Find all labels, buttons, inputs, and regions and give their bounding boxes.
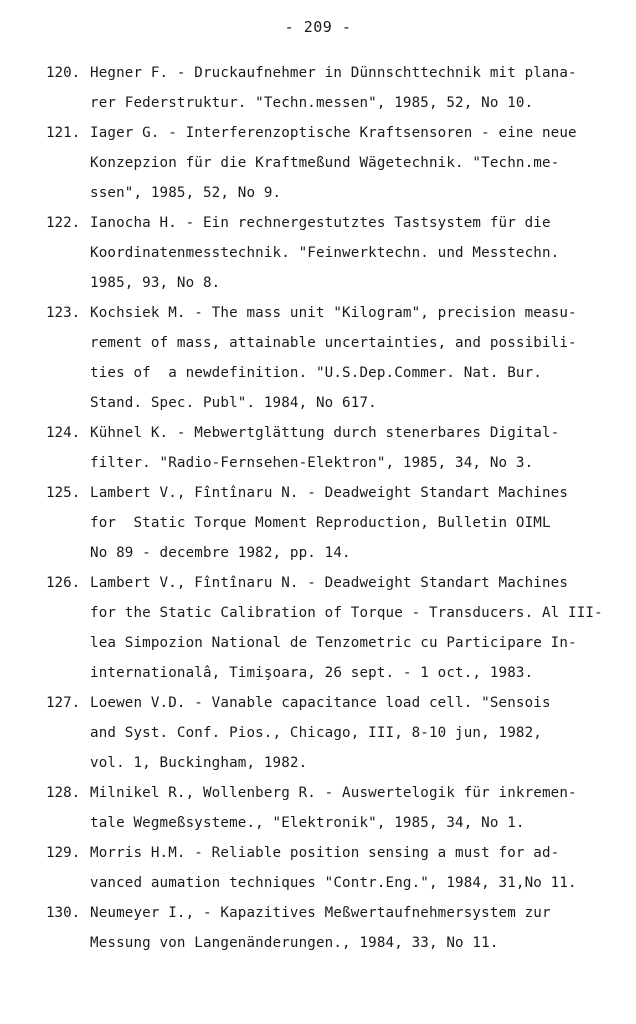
reference-line: Morris H.M. - Reliable position sensing a must for ad- [90,845,560,861]
reference-number: 126. [46,575,81,591]
reference-entry-121 [46,118,606,208]
reference-line: rement of mass, attainable uncertainties, and possibili- [90,335,577,351]
reference-line: and Syst. Conf. Pios., Chicago, III, 8-10 jun, 1982, [90,725,542,741]
reference-line: vol. 1, Buckingham, 1982. [90,755,308,771]
reference-line: for Static Torque Moment Reproduction, Bulletin OIML [90,515,551,531]
reference-number: 122. [46,215,81,231]
reference-number: 125. [46,485,81,501]
reference-line: lea Simpozion National de Tenzometric cu Participare In- [90,635,577,651]
reference-text [90,118,606,208]
reference-line: Kochsiek M. - The mass unit "Kilogram", precision measu- [90,305,577,321]
reference-line: Hegner F. - Druckaufnehmer in Dünnschttechnik mit plana- [90,65,577,81]
reference-number: 129. [46,845,81,861]
reference-number: 127. [46,695,81,711]
reference-line: Stand. Spec. Publ". 1984, No 617. [90,395,377,411]
reference-line: Neumeyer I., - Kapazitives Meßwertaufnehmersystem zur [90,905,551,921]
reference-line: Koordinatenmesstechnik. "Feinwerktechn. und Messtechn. [90,245,560,261]
reference-text [90,898,606,958]
reference-text [90,298,606,418]
reference-number: 124. [46,425,81,441]
reference-list [46,58,606,958]
reference-entry-130 [46,898,606,958]
reference-line: Lambert V., Fîntînaru N. - Deadweight Standart Machines [90,575,569,591]
reference-text [90,838,606,898]
reference-text [90,688,606,778]
reference-line: Lambert V., Fîntînaru N. - Deadweight Standart Machines [90,485,569,501]
reference-entry-123 [46,298,606,418]
reference-line: ties of a newdefinition. "U.S.Dep.Commer. Nat. Bur. [90,365,542,381]
reference-number: 120. [46,65,81,81]
reference-entry-122 [46,208,606,298]
reference-line: Konzepzion für die Kraftmeßund Wägetechnik. "Techn.me- [90,155,560,171]
reference-line: 1985, 93, No 8. [90,275,221,291]
reference-text [90,58,606,118]
reference-entry-128 [46,778,606,838]
reference-number: 128. [46,785,81,801]
reference-line: Ianocha H. - Ein rechnergestutztes Tastsystem für die [90,215,551,231]
reference-entry-125 [46,478,606,568]
reference-text [90,418,606,478]
reference-line: Kühnel K. - Mebwertglättung durch stenerbares Digital- [90,425,560,441]
reference-entry-120 [46,58,606,118]
reference-line: filter. "Radio-Fernsehen-Elektron", 1985, 34, No 3. [90,455,534,471]
reference-line: Iager G. - Interferenzoptische Kraftsensoren - eine neue [90,125,577,141]
reference-line: rer Federstruktur. "Techn.messen", 1985, 52, No 10. [90,95,534,111]
reference-entry-129 [46,838,606,898]
reference-number: 121. [46,125,81,141]
page-number: - 209 - [284,18,352,36]
reference-line: internationalâ, Timişoara, 26 sept. - 1 oct., 1983. [90,665,534,681]
reference-number: 123. [46,305,81,321]
reference-line: ssen", 1985, 52, No 9. [90,185,282,201]
reference-entry-126 [46,568,606,688]
reference-text [90,778,606,838]
reference-entry-124 [46,418,606,478]
reference-number: 130. [46,905,81,921]
reference-text [90,478,606,568]
reference-text [90,568,606,688]
reference-text [90,208,606,298]
reference-line: tale Wegmeßsysteme., "Elektronik", 1985, 34, No 1. [90,815,525,831]
reference-entry-127 [46,688,606,778]
reference-line: No 89 - decembre 1982, pp. 14. [90,545,351,561]
reference-line: Loewen V.D. - Vanable capacitance load cell. "Sensois [90,695,551,711]
reference-line: Milnikel R., Wollenberg R. - Auswertelogik für inkremen- [90,785,577,801]
reference-line: Messung von Langenänderungen., 1984, 33, No 11. [90,935,499,951]
reference-line: for the Static Calibration of Torque - Transducers. Al III- [90,605,603,621]
reference-line: vanced aumation techniques "Contr.Eng.", 1984, 31,No 11. [90,875,577,891]
